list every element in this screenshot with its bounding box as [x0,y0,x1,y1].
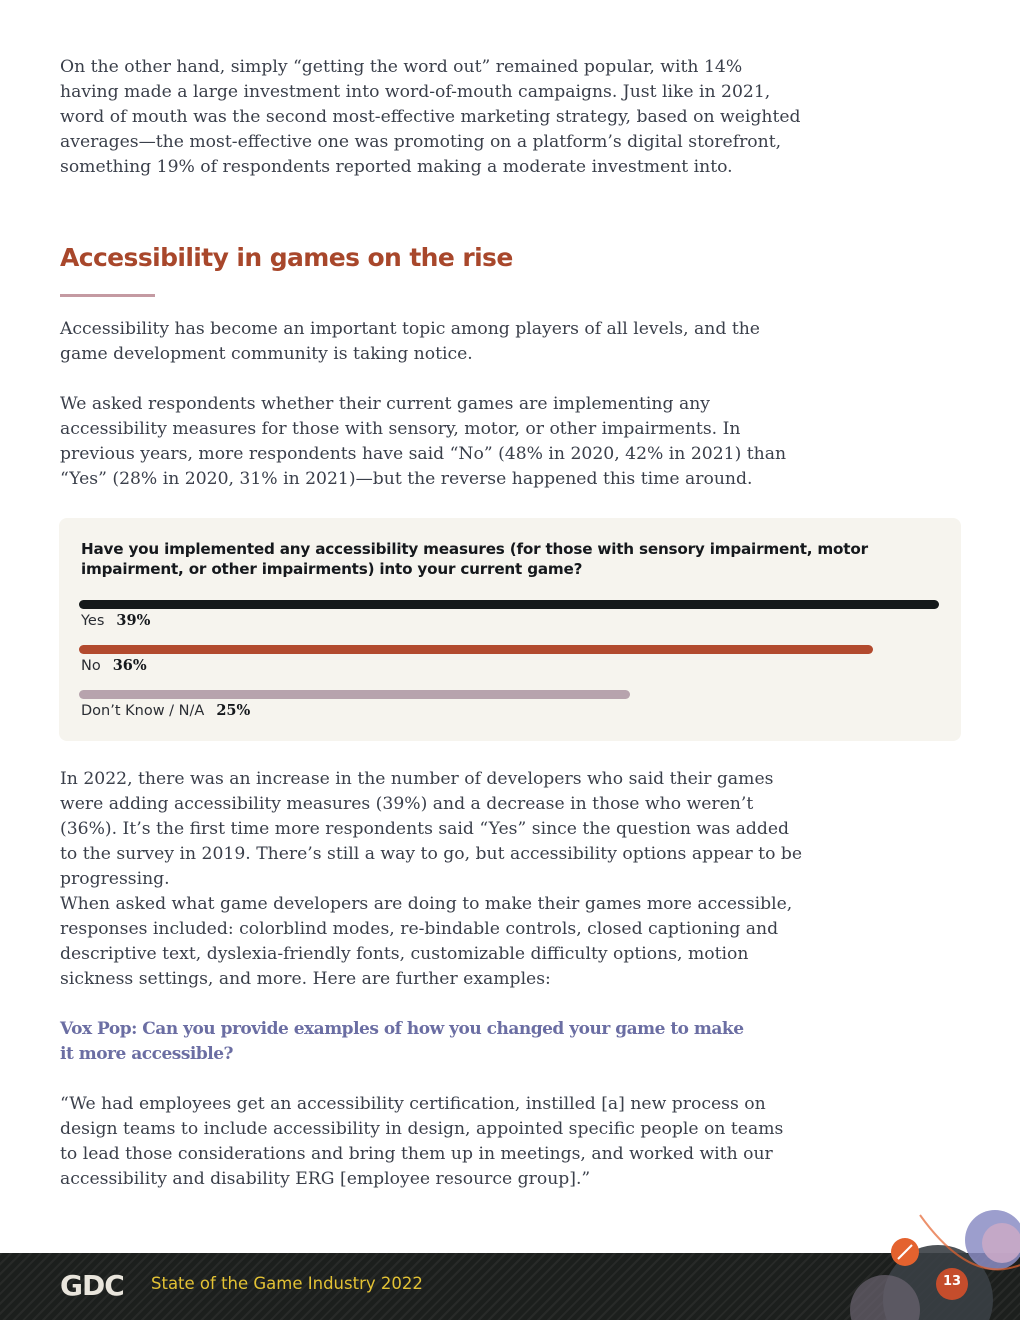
chart-title: Have you implemented any accessibility measures (for those with sensory impairment, motor impairment, or other impairments) into your current game? [81,540,868,578]
accessibility-intro-paragraph: Accessibility has become an important topic among players of all levels, and the game development community is taking notice. [60,319,760,364]
vox-pop-quote: “We had employees get an accessibility certification, instilled [a] new process on design teams to include accessibility in design, appointed specific people on teams to lead those considerations and bring them up in meetings, and worked with our accessibility and disability ERG [employee resource group].” [60,1094,784,1189]
results-2022-paragraph: In 2022, there was an increase in the number of developers who said their games were adding accessibility measures (39%) and a decrease in those who weren’t (36%). It’s the first time more respondents said “Yes” since the question was added to the survey in 2019. There’s still a way to go, but accessibility options appear to be progressing. [60,769,803,889]
value-label: 39% [116,612,151,629]
category-label: Don’t Know / N/A [81,703,205,719]
bar-label-don-t-know-n-a [81,702,250,719]
bar-no [79,645,873,654]
section-heading: Accessibility in games on the rise [60,243,513,272]
value-label: 25% [216,702,251,719]
category-label: Yes [81,613,105,629]
bar-label-no [81,657,147,674]
value-label: 36% [112,657,147,674]
heading-underline [60,294,155,297]
decorative-shapes-icon [820,1195,1020,1320]
bar-yes [79,600,939,609]
accessibility-chart [59,518,961,741]
bar-label-yes [81,612,150,629]
survey-question-paragraph: We asked respondents whether their current games are implementing any accessibility measures for those with sensory, motor, or other impairments. In previous years, more respondents have said “No” (48% in 2020, 42% in 2021) than “Yes” (28% in 2020, 31% in 2021)—but the reverse happened this time around. [60,394,787,489]
bar-don-t-know-n-a [79,690,630,699]
footer-publication-title: State of the Game Industry 2022 [151,1274,423,1293]
gdc-logo: GDC [60,1269,124,1302]
examples-intro-paragraph: When asked what game developers are doing to make their games more accessible, responses included: colorblind modes, re-bindable controls, closed captioning and descriptive text, dyslexia-friendly fonts, customizable difficulty options, motion sickness settings, and more. Here are further examples: [60,894,793,989]
intro-paragraph: On the other hand, simply “getting the word out” remained popular, with 14% having made a large investment into word-of-mouth campaigns. Just like in 2021, word of mouth was the second most-effective marketing strategy, based on weighted averages—the most-effective one was promoting on a platform’s digital storefront, something 19% of respondents reported making a moderate investment into. [60,57,801,177]
category-label: No [81,658,101,674]
page-number: 13 [942,1274,962,1289]
vox-pop-heading: Vox Pop: Can you provide examples of how you changed your game to make it more accessible? [60,1019,744,1064]
